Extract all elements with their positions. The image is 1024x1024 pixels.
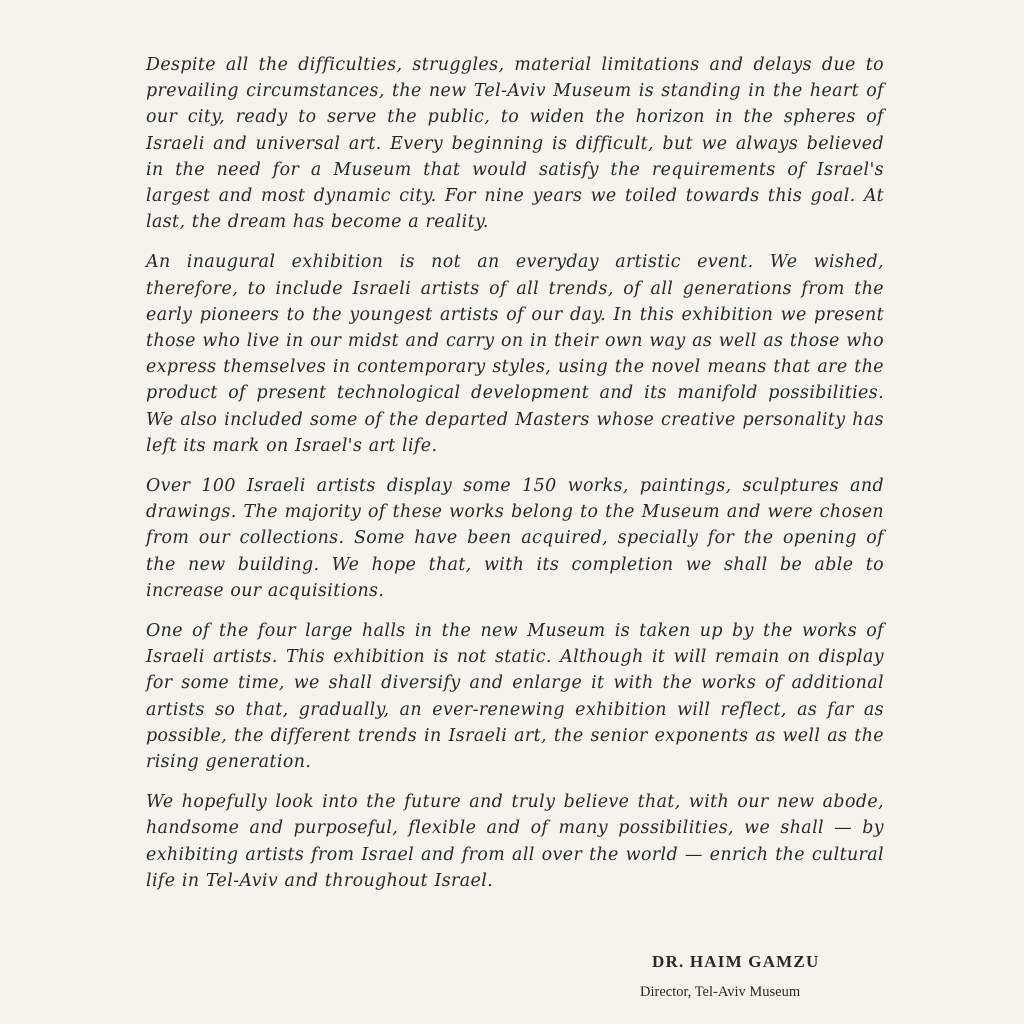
paragraph-4: One of the four large halls in the new Museum is taken up by the works of Israeli artists. This exhibition is not static. Although it will remain on display for some time, we shall diversify and enlarge it with the works of additional artists so that, gradually, an ever-renewing exhibition will reflect, as far as possible, the different trends in Israeli art, the senior exponents as well as the rising generation. — [146, 621, 884, 773]
paragraph-5: We hopefully look into the future and truly believe that, with our new abode, handsome and purposeful, flexible and of many possibilities, we shall — by exhibiting artists from Israel and from all over the world — enrich the cultural life in Tel-Aviv and throughout Israel. — [146, 792, 884, 891]
paragraph-3: Over 100 Israeli artists display some 150 works, paintings, sculptures and drawings. The majority of these works belong to the Museum and were chosen from our collections. Some have been acquired, specially for the opening of the new building. We hope that, with its completion we shall be able to increase our acquisitions. — [146, 476, 884, 601]
body-text — [146, 52, 884, 908]
signatory-name: DR. HAIM GAMZU — [652, 952, 820, 971]
paragraph-2: An inaugural exhibition is not an everyday artistic event. We wished, therefore, to include Israeli artists of all trends, of all generations from the early pioneers to the youngest artists of our day. In this exhibition we present those who live in our midst and carry on in their own way as well as those who express themselves in contemporary styles, using the novel means that are the product of present technological development and its manifold possibilities. We also included some of the departed Masters whose creative personality has left its mark on Israel's art life. — [146, 252, 884, 456]
signatory-title: Director, Tel-Aviv Museum — [640, 984, 801, 1000]
paragraph-1: Despite all the difficulties, struggles, material limitations and delays due to prevailing circumstances, the new Tel-Aviv Museum is standing in the heart of our city, ready to serve the public, to widen the horizon in the spheres of Israeli and universal art. Every beginning is difficult, but we always believed in the need for a Museum that would satisfy the requirements of Israel's largest and most dynamic city. For nine years we toiled towards this goal. At last, the dream has become a reality. — [146, 55, 884, 233]
